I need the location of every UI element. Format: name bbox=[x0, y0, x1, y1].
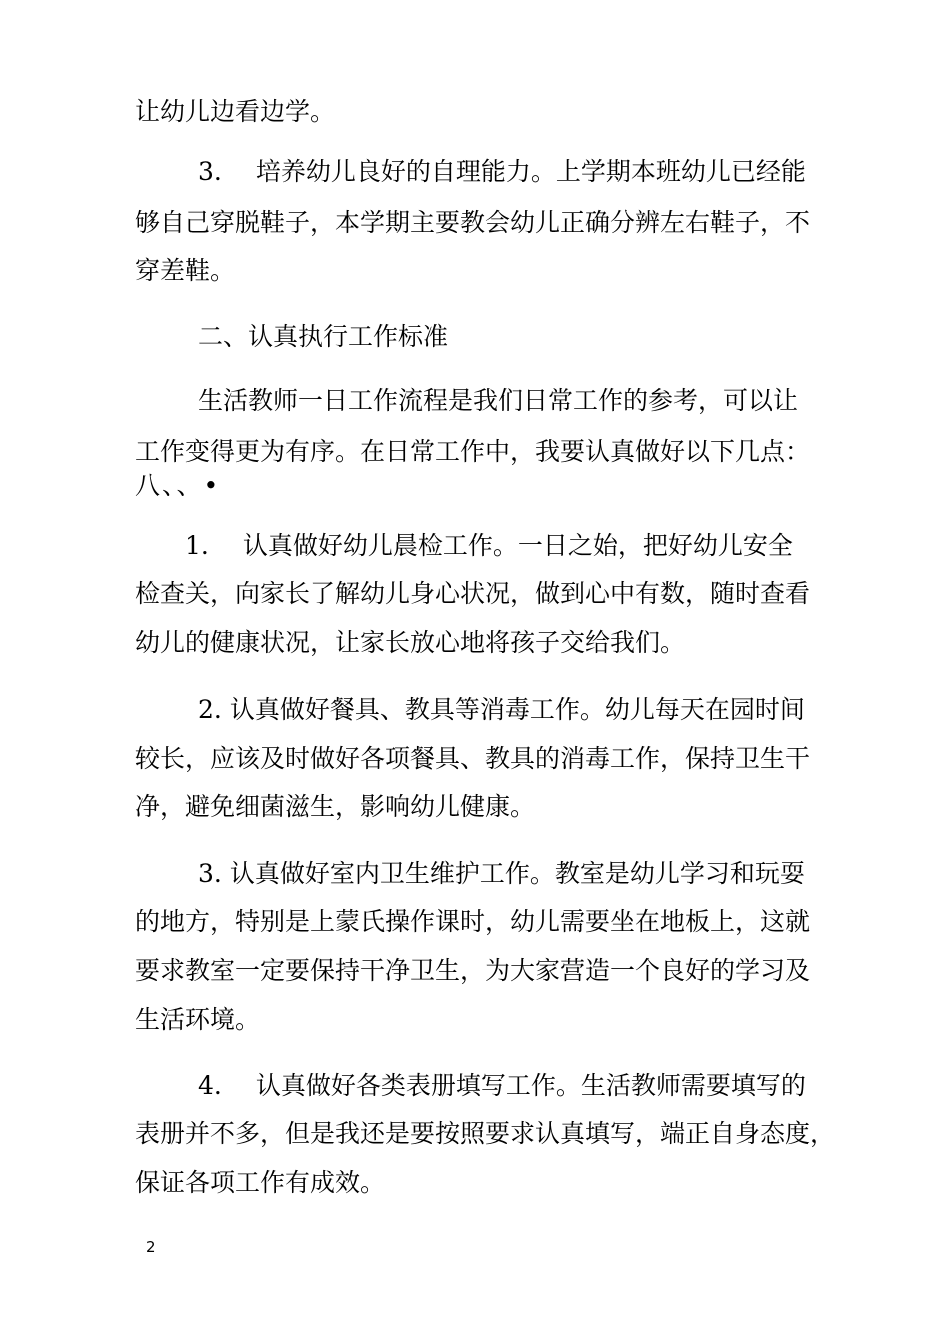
item-3-line-2: 的地方，特别是上蒙氏操作课时，幼儿需要坐在地板上，这就 bbox=[135, 907, 811, 936]
item-1-line-1: 认真做好幼儿晨检工作。一日之始，把好幼儿安全 bbox=[242, 531, 793, 560]
item-4-line-3: 保证各项工作有成效。 bbox=[135, 1168, 386, 1197]
item-4-number: 4. bbox=[198, 1071, 222, 1100]
self-care-paragraph-first-line bbox=[198, 157, 806, 187]
item-4-first-line bbox=[198, 1071, 806, 1101]
item-3-line-1: 认真做好室内卫生维护工作。教室是幼儿学习和玩耍 bbox=[229, 859, 805, 888]
section-heading: 二、认真执行工作标准 bbox=[198, 322, 449, 351]
item-2-line-3: 净，避免细菌滋生，影响幼儿健康。 bbox=[135, 792, 536, 821]
item-1-number: 1. bbox=[185, 531, 209, 560]
item-1-first-line bbox=[185, 531, 793, 561]
item-1-line-2: 检查关，向家长了解幼儿身心状况，做到心中有数，随时查看 bbox=[135, 579, 811, 608]
item-3-first-line bbox=[198, 859, 805, 889]
item-4-line-1: 认真做好各类表册填写工作。生活教师需要填写的 bbox=[255, 1071, 806, 1100]
item-2-line-1: 认真做好餐具、教具等消毒工作。幼儿每天在园时间 bbox=[229, 695, 805, 724]
intro-line-2: 工作变得更为有序。在日常工作中，我要认真做好以下几点： bbox=[135, 437, 811, 466]
self-care-item-number: 3. bbox=[198, 157, 222, 186]
intro-line-1: 生活教师一日工作流程是我们日常工作的参考，可以让 bbox=[198, 386, 799, 415]
item-4-line-2: 表册并不多，但是我还是要按照要求认真填写，端正自身态度， bbox=[135, 1119, 836, 1148]
page-number: 2 bbox=[146, 1238, 156, 1256]
item-3-number: 3. bbox=[198, 859, 222, 888]
self-care-line-3: 穿差鞋。 bbox=[135, 256, 236, 285]
item-1-line-3: 幼儿的健康状况，让家长放心地将孩子交给我们。 bbox=[135, 628, 686, 657]
item-2-line-2: 较长，应该及时做好各项餐具、教具的消毒工作，保持卫生干 bbox=[135, 744, 811, 773]
intro-line-3: 八、、• bbox=[135, 471, 221, 500]
self-care-line-2: 够自己穿脱鞋子，本学期主要教会幼儿正确分辨左右鞋子，不 bbox=[135, 208, 811, 237]
paragraph-continuation-line: 让幼儿边看边学。 bbox=[135, 97, 336, 126]
self-care-line-1: 培养幼儿良好的自理能力。上学期本班幼儿已经能 bbox=[255, 157, 806, 186]
item-3-line-3: 要求教室一定要保持干净卫生，为大家营造一个良好的学习及 bbox=[135, 956, 811, 985]
item-3-line-4: 生活环境。 bbox=[135, 1005, 261, 1034]
item-2-number: 2. bbox=[198, 695, 222, 724]
item-2-first-line bbox=[198, 695, 805, 725]
